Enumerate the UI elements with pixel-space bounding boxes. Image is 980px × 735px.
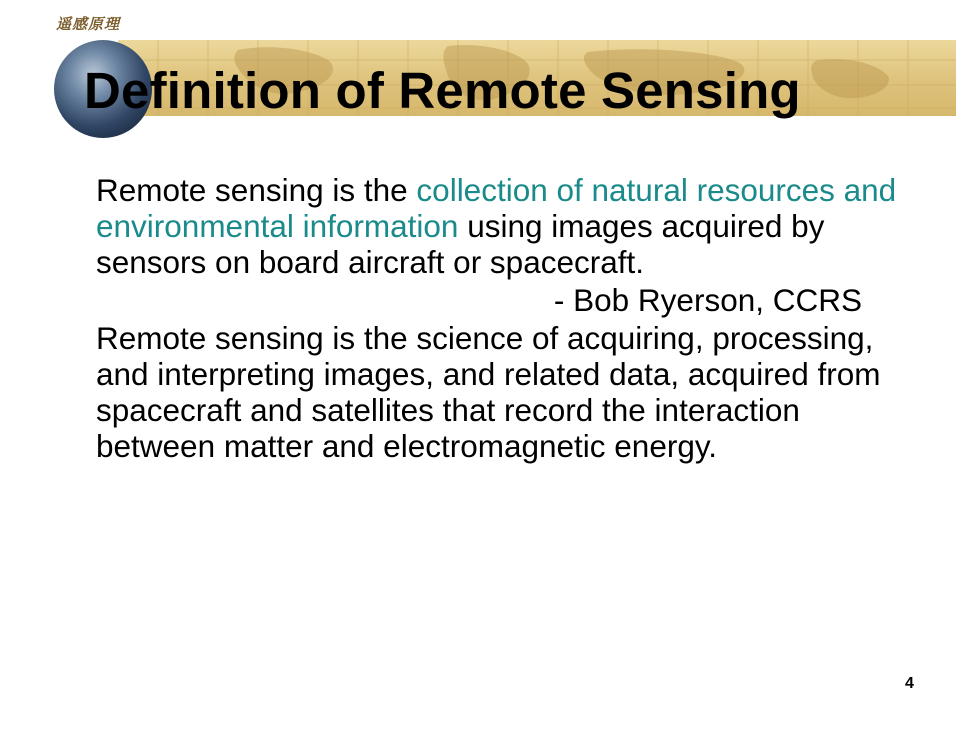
definition-2: Remote sensing is the science of acquiring, processing, and interpreting images, and related data, acquired from spacecraft and satellites that record the interaction between matter and electromagnetic energy.	[96, 320, 881, 464]
slide-title: Definition of Remote Sensing	[84, 62, 801, 119]
definition-1-text: Remote sensing is the	[96, 172, 417, 208]
slide-body	[96, 172, 926, 464]
highlighted-phrase: collection of natural resources and environmental information	[96, 172, 897, 244]
corner-label: 遥感原理	[56, 15, 121, 33]
page-number: 4	[905, 675, 914, 692]
definition-1	[96, 172, 926, 280]
attribution: - Bob Ryerson, CCRS	[553, 282, 862, 318]
definition-1-rest: using images acquired by sensors on board aircraft or spacecraft.	[96, 208, 825, 280]
